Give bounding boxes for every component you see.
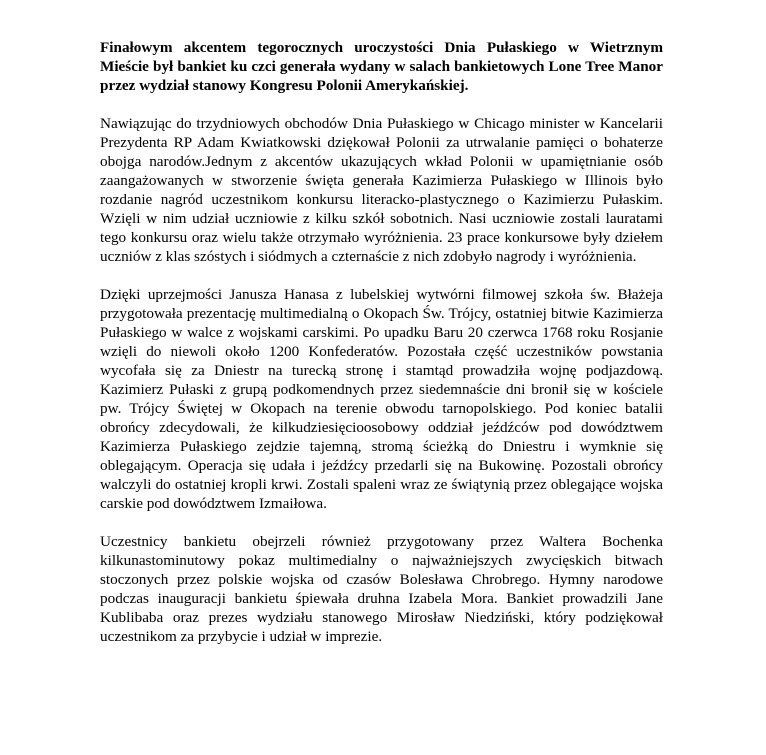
body-paragraph-1: Nawiązując do trzydniowych obchodów Dnia Pułaskiego w Chicago minister w Kancelarii Prezydenta RP Adam Kwiatkowski dziękował Polonii za utrwalanie pamięci o bohaterze obojga narodów.Jednym z akcentów ukazujących wkład Polonii w upamiętnianie osób zaangażowanych w stworzenie święta generała Kazimierza Pułaskiego w Illinois było rozdanie nagród uczestnikom konkursu literacko-plastycznego o Kazimierzu Pułaskim. Wzięli w nim udział uczniowie z kilku szkół sobotnich. Nasi uczniowie zostali lauratami tego konkursu oraz wielu także otrzymało wyróżnienia. 23 prace konkursowe były dziełem uczniów z klas szóstych i siódmych a czternaście z nich zdobyło nagrody i wyróżnienia. <box>100 115 663 265</box>
body-paragraph-2: Dzięki uprzejmości Janusza Hanasa z lubelskiej wytwórni filmowej szkoła św. Błażeja przygotowała prezentację multimedialną o Okopach Św. Trójcy, ostatniej bitwie Kazimierza Pułaskiego w walce z wojskami carskimi. Po upadku Baru 20 czerwca 1768 roku Rosjanie wzięli do niewoli około 1200 Konfederatów. Pozostała część uczestników powstania wycofała się za Dniestr na turecką stronę i stamtąd prowadziła wojnę podjazdową. Kazimierz Pułaski z grupą podkomendnych przez siedemnaście dni bronił się w kościele pw. Trójcy Świętej w Okopach na terenie obwodu tarnopolskiego. Pod koniec batalii obrońcy zdecydowali, że kilkudziesięcioosobowy oddział jeźdźców pod dowództwem Kazimierza Pułaskiego zejdzie tajemną, stromą ścieżką do Dniestru i wymknie się oblegającym. Operacja się udała i jeźdźcy przedarli się na Bukowinę. Pozostali obrońcy walczyli do ostatniej kropli krwi. Zostali spaleni wraz ze świątynią przez oblegające wojska carskie pod dowództwem Izmaiłowa. <box>100 286 663 512</box>
body-paragraph-3: Uczestnicy bankietu obejrzeli również przygotowany przez Waltera Bochenka kilkunastominutowy pokaz multimedialny o najważniejszych zwycięskich bitwach stoczonych przez polskie wojska od czasów Bolesława Chrobrego. Hymny narodowe podczas inauguracji bankietu śpiewała druhna Izabela Mora. Bankiet prowadzili Jane Kublibaba oraz prezes wydziału stanowego Mirosław Niedziński, który podziękował uczestnikom za przybycie i udział w imprezie. <box>100 533 663 645</box>
lead-paragraph: Finałowym akcentem tegorocznych uroczystości Dnia Pułaskiego w Wietrznym Mieście był bankiet ku czci generała wydany w salach bankietowych Lone Tree Manor przez wydział stanowy Kongresu Polonii Amerykańskiej. <box>100 39 663 94</box>
document-page <box>100 38 663 665</box>
